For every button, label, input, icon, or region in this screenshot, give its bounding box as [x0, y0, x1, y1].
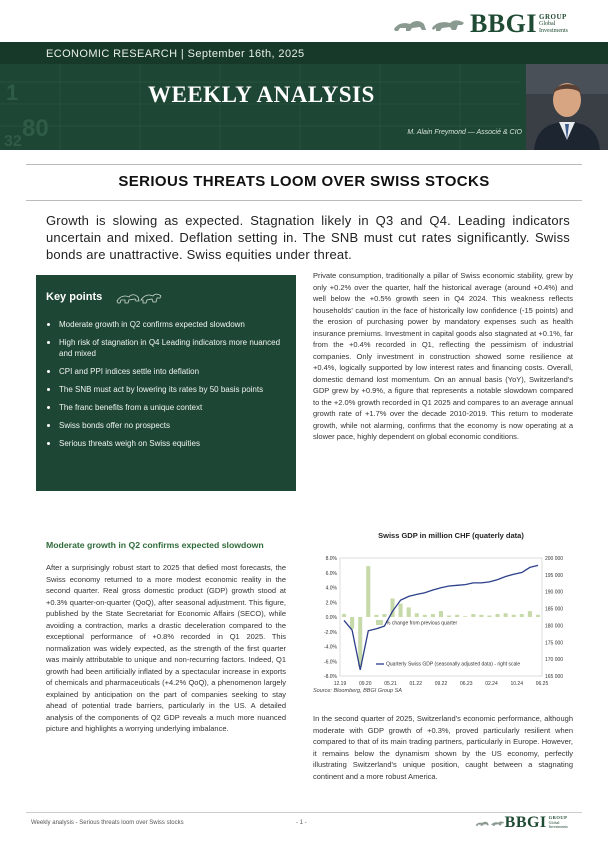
gdp-growth-bar — [366, 566, 370, 617]
brand-logo-text: BBGI — [469, 9, 537, 38]
footer-brand-text: BBGI — [504, 814, 547, 831]
gdp-growth-bar — [350, 617, 354, 629]
gdp-growth-bar — [358, 617, 362, 666]
left-axis-tick-label: -6.0% — [323, 659, 337, 666]
gdp-growth-bar — [399, 604, 403, 617]
right-axis-tick-label: 185 000 — [545, 606, 564, 613]
section-heading: Moderate growth in Q2 confirms expected slowdown — [46, 540, 264, 550]
article-title: SERIOUS THREATS LOOM OVER SWISS STOCKS — [118, 173, 490, 190]
right-axis-tick-label: 180 000 — [545, 623, 564, 630]
left-axis-tick-label: -4.0% — [323, 644, 337, 651]
gdp-growth-bar — [463, 616, 467, 617]
gdp-growth-bar — [374, 615, 378, 617]
gdp-growth-bar — [407, 607, 411, 617]
footer-logo — [475, 814, 568, 832]
x-axis-tick-label: 06.25 — [535, 681, 549, 687]
key-point-item: High risk of stagnation in Q4 Leading indicators more nuanced and mixed — [46, 337, 286, 359]
gdp-chart — [306, 528, 596, 698]
right-axis-tick-label: 190 000 — [545, 589, 564, 596]
chart-source: Source: Bloomberg, BBGI Group SA — [313, 688, 402, 694]
right-axis-tick-label: 175 000 — [545, 640, 564, 647]
left-axis-tick-label: 6.0% — [325, 570, 337, 577]
x-axis-tick-label: 05.21 — [384, 681, 397, 687]
footer-text: Weekly analysis - Serious threats loom over Swiss stocks — [31, 820, 184, 826]
x-axis-tick-label: 09.22 — [434, 681, 448, 687]
header-banner — [0, 42, 608, 150]
page-number: - 1 - — [296, 820, 307, 826]
gdp-growth-bar — [528, 611, 532, 617]
gdp-growth-bar — [487, 616, 491, 617]
author-photo — [526, 64, 608, 150]
gdp-growth-bar — [431, 614, 435, 617]
gdp-growth-bar — [479, 615, 483, 617]
x-axis-tick-label: 06.23 — [459, 681, 473, 687]
title-rule-top — [26, 164, 582, 165]
gdp-growth-bar — [342, 614, 346, 617]
gdp-chart-svg — [306, 528, 596, 698]
key-points-box — [36, 275, 296, 491]
x-axis-tick-label: 10.24 — [510, 681, 524, 687]
footer-brand-subtext: GROUP Global Investments — [548, 815, 568, 830]
left-axis-tick-label: -2.0% — [323, 629, 337, 636]
gdp-growth-bar — [455, 615, 459, 617]
left-axis-tick-label: 8.0% — [325, 556, 337, 562]
key-point-item: Serious threats weigh on Swiss equities — [46, 438, 286, 449]
gdp-growth-bar — [496, 614, 500, 617]
article-intro: Growth is slowing as expected. Stagnation likely in Q3 and Q4. Leading indicators uncertain and mixed. Deflation setting in. The SNB must cut rates significantly. Swiss bonds are unattractive. Swiss equities under threat. — [46, 213, 570, 262]
gdp-growth-bar — [536, 615, 540, 617]
right-axis-tick-label: 170 000 — [545, 657, 564, 664]
section-date-label: ECONOMIC RESEARCH | September 16th, 2025 — [46, 48, 305, 60]
legend-bar-swatch — [376, 620, 383, 625]
gdp-growth-bar — [382, 614, 386, 617]
x-axis-tick-label: 12.19 — [333, 681, 347, 687]
svg-text:1: 1 — [6, 80, 19, 105]
left-axis-tick-label: 2.0% — [325, 600, 337, 607]
right-axis-tick-label: 195 000 — [545, 572, 564, 579]
author-line: M. Alain Freymond — Associé & CIO — [407, 129, 522, 136]
left-paragraph: After a surprisingly robust start to 2025 that defied most forecasts, the Swiss economy returned to a more modest economic reality in the second quarter. Real gross domestic product (GDP) growth stood at +0.3% quarter-on-quarter (QoQ), after seasonal adjustment. This figure, published by the State Secretariat for Economic Affairs (SECO), while avoiding a contraction, marks a drastic deceleration compared to the exceptional performance of +0.8% recorded in Q1 2025. This normalization was widely expected, as the strength of the first quarter was mainly attributable to unique and non-recurring factors. Indeed, Q1 growth had been artificially inflated by a spectacular increase in exports of chemicals and pharmaceuticals (+4.2% QoQ), a phenomenon largely explained by anticipation on the part of companies seeking to stay ahead of potential trade barriers, particularly in the US. A detailed analysis of the components of Q2 GDP reveals a much more nuanced picture and highlights a worrying underlying imbalance. — [46, 563, 286, 733]
gdp-growth-bar — [520, 614, 524, 617]
gdp-growth-bar — [423, 615, 427, 617]
x-axis-tick-label: 09.20 — [358, 681, 372, 687]
key-point-item: CPI and PPI indices settle into deflation — [46, 366, 286, 377]
right-paragraph-2: In the second quarter of 2025, Switzerland's economic performance, although moderate with GDP growth of +0.3%, proved particularly resilient when compared to that of its main trading partners, particularly in Europe. However, it remains below the dynamism shown by the US economy, perfectly illustrating Switzerland's unique position, caught between a stagnating continent and a more robust America. — [313, 714, 573, 781]
gdp-growth-bar — [471, 614, 475, 617]
page-title: WEEKLY ANALYSIS — [148, 82, 375, 107]
key-points-title: Key points — [46, 291, 103, 303]
key-point-item: Moderate growth in Q2 confirms expected slowdown — [46, 319, 286, 330]
title-rule-bottom — [26, 200, 582, 201]
gdp-growth-bar — [447, 616, 451, 617]
x-axis-tick-label: 01.22 — [409, 681, 423, 687]
key-point-item: Swiss bonds offer no prospects — [46, 420, 286, 431]
key-points-list — [46, 319, 286, 449]
gdp-growth-bar — [504, 613, 508, 617]
gdp-growth-bar — [415, 613, 419, 617]
gdp-growth-bar — [512, 615, 516, 617]
top-logo — [392, 8, 568, 40]
left-axis-tick-label: 4.0% — [325, 585, 337, 592]
right-axis-tick-label: 200 000 — [545, 556, 564, 562]
footer-rule — [26, 812, 582, 813]
legend-bar-label: % change from previous quarter — [386, 620, 458, 627]
x-axis-tick-label: 02.24 — [485, 681, 498, 687]
svg-text:80: 80 — [22, 115, 49, 142]
brand-logo-subtext: GROUP Global Investments — [539, 12, 568, 34]
bull-bear-logo-icon — [392, 13, 466, 35]
bull-bear-icon — [116, 289, 162, 305]
gdp-growth-bar — [439, 611, 443, 617]
key-point-item: The franc benefits from a unique context — [46, 402, 286, 413]
key-point-item: The SNB must act by lowering its rates by 50 basis points — [46, 384, 286, 395]
right-axis-tick-label: 165 000 — [545, 674, 564, 680]
legend-line-label: Quarterly Swiss GDP (seasonally adjusted data) - right scale — [386, 661, 521, 668]
svg-text:32: 32 — [4, 133, 22, 150]
gdp-level-line — [344, 565, 538, 670]
key-points-heading — [46, 289, 286, 305]
right-paragraph: Private consumption, traditionally a pillar of Swiss economic stability, grew by only +0.2% over the quarter, half the historical average (around +0.4%) and well below the +0.5% growth seen in Q4 2024. This weakness reflects households' caution in the face of historically low confidence (-15 points) and the erosion of purchasing power by mandatory expenses such as health insurance premiums. Investment in capital goods also stagnated at +0.1%, far from the +0.4% recorded in Q1, reflecting the pessimism of industrial companies. Only investment in construction showed some resilience at +0.4%, logically supported by low interest rates and financing costs. Overall, domestic demand lost momentum. On an annual basis (YoY), Switzerland's GDP grew by +0.9%, a figure that represents a notable slowdown compared to the +2.0% growth recorded in Q1 2025 and compares to an average annual growth rate of +1.7% over the decade 2010-2019. This return to moderate growth, while not alarming, confirms that the economy is now operating at a slower pace, highly dependent on global economic conditions. — [313, 271, 573, 441]
left-axis-tick-label: -8.0% — [323, 674, 337, 680]
footer-bull-bear-icon — [475, 817, 505, 829]
left-axis-tick-label: 0.0% — [325, 615, 337, 621]
chart-title: Swiss GDP in million CHF (quaterly data) — [378, 531, 524, 540]
